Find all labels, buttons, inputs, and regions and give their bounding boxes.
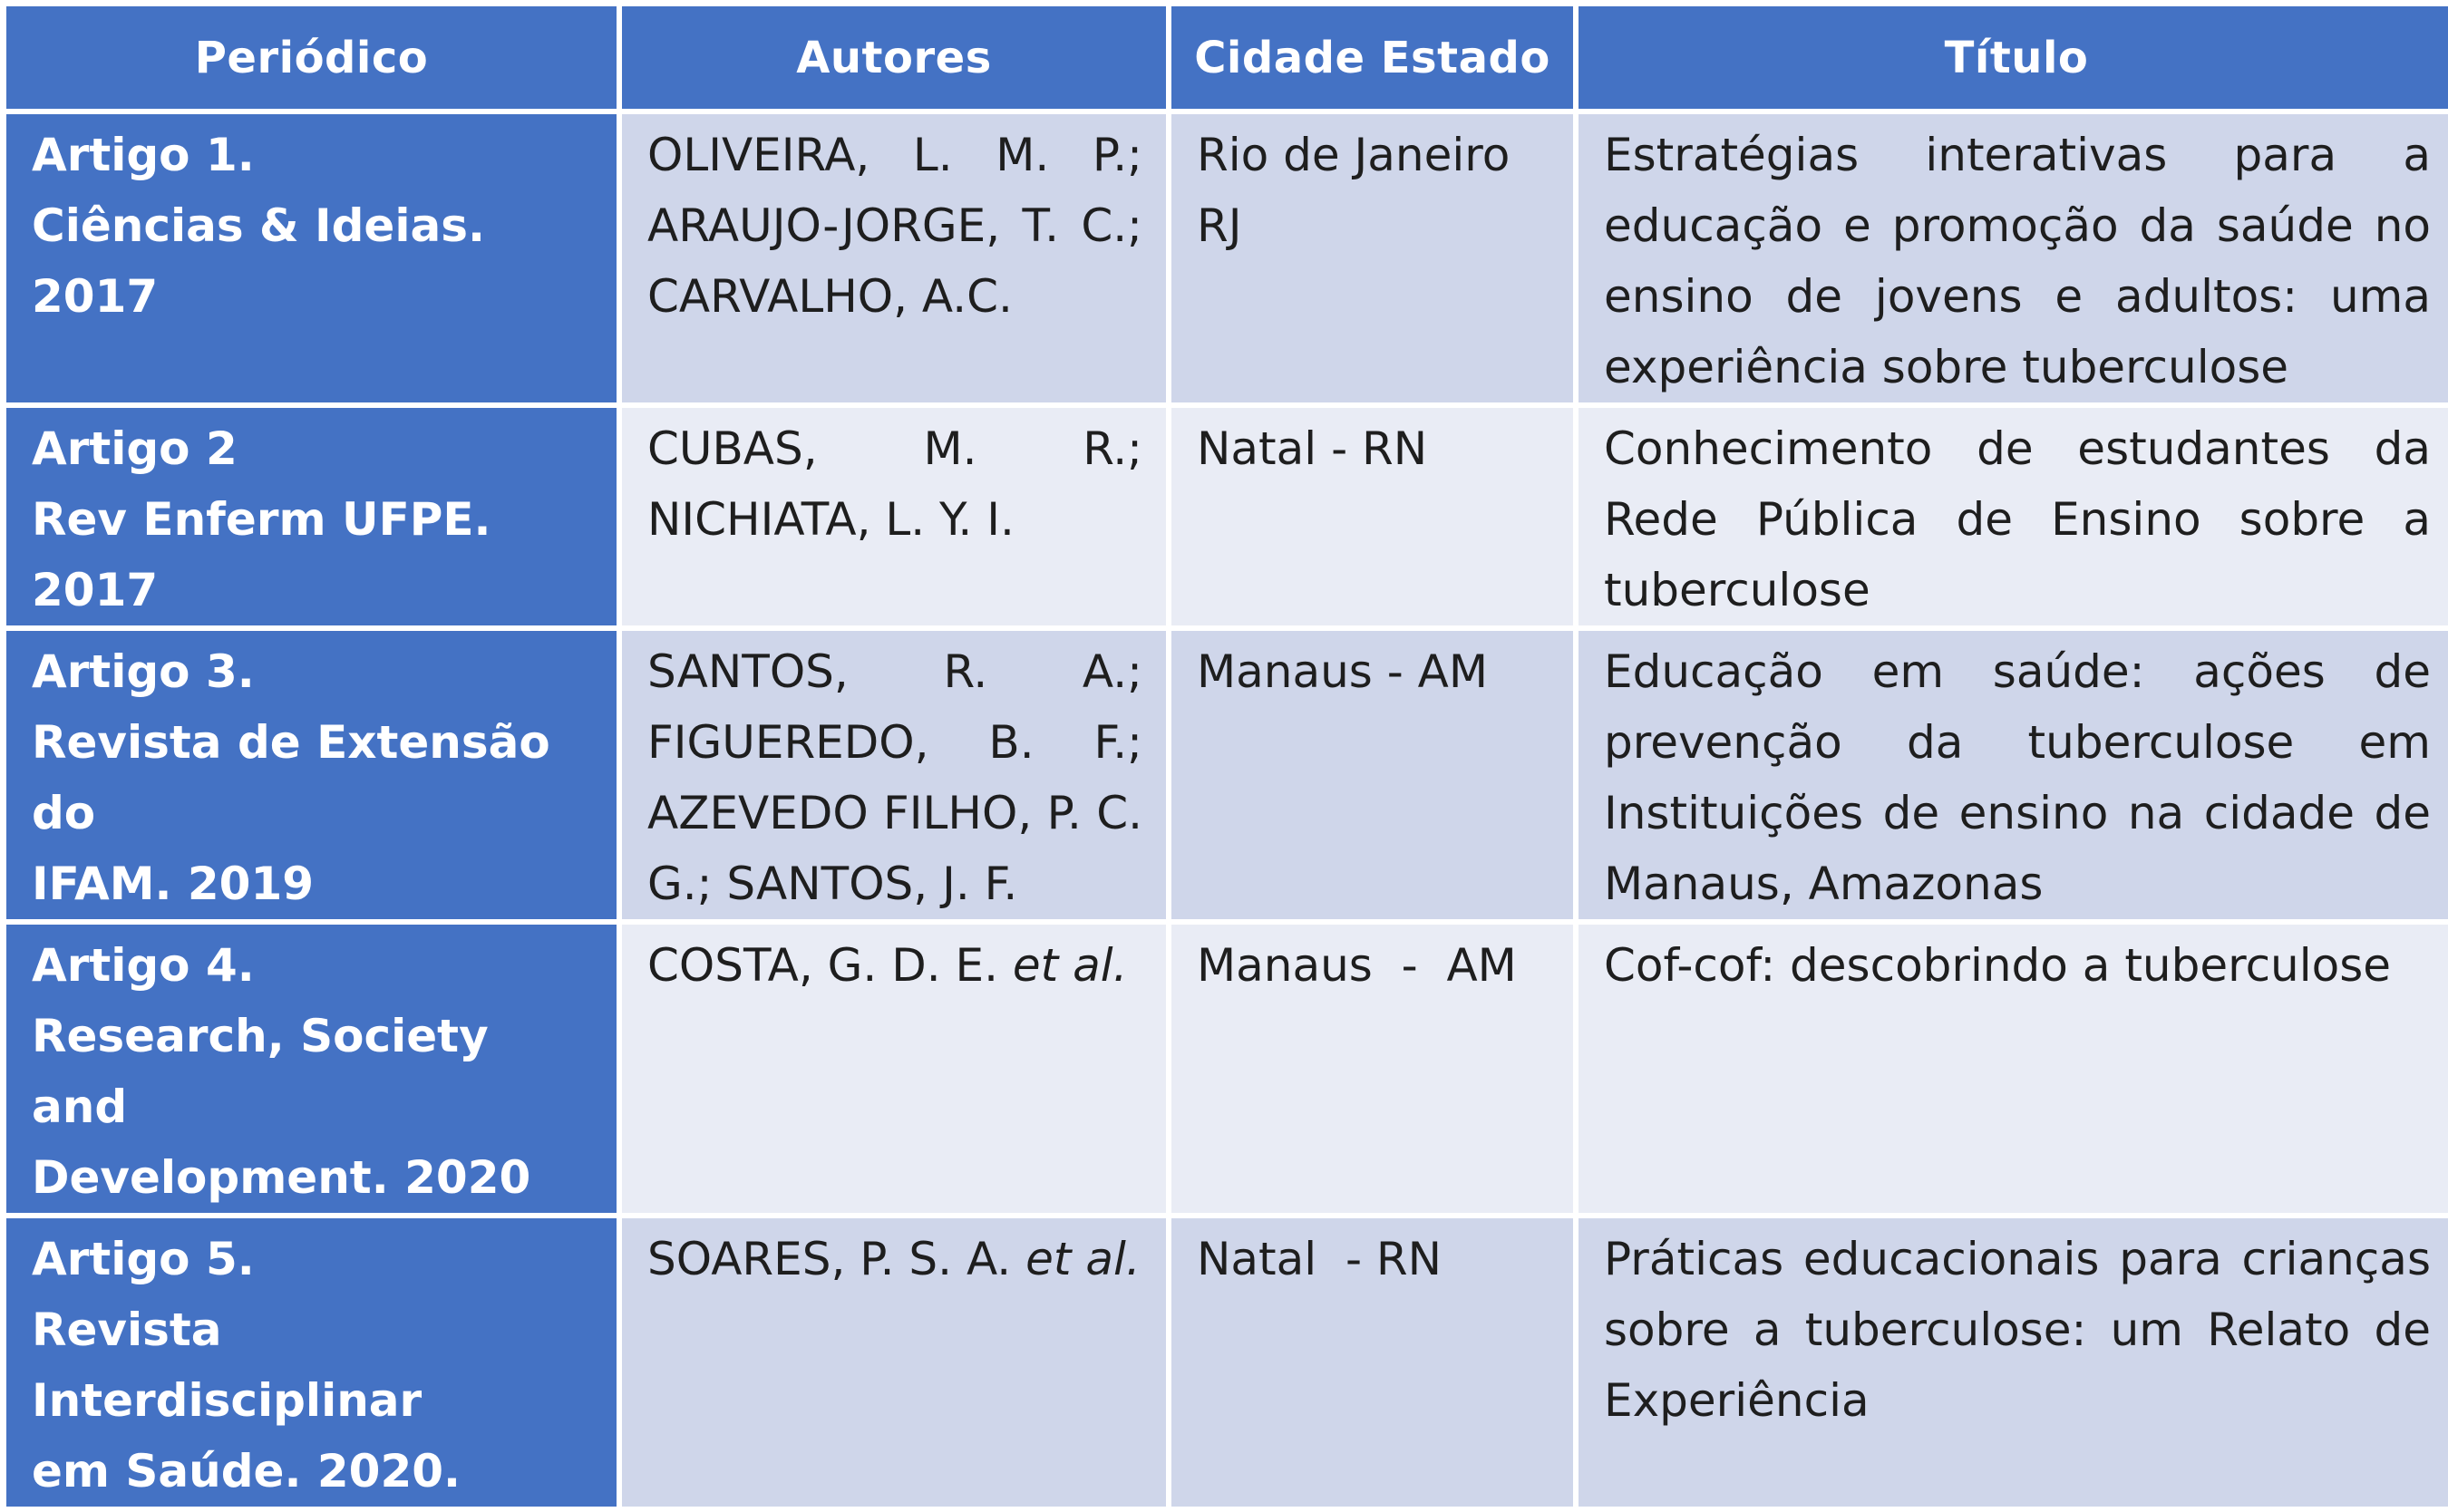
cidade-line: Manaus - AM <box>1197 645 1489 698</box>
autores-text: SANTOS, R. A.; FIGUEREDO, B. F.; AZEVEDO FILHO, P. C. G.; SANTOS, J. F. <box>647 645 1142 910</box>
autores-cell <box>622 925 1166 1213</box>
autores-text: COSTA, G. D. E. <box>647 939 1013 992</box>
table-row <box>6 114 2448 402</box>
artigo-label: Artigo 3. <box>32 645 255 698</box>
header-titulo: Título <box>1579 6 2448 109</box>
cidade-cell <box>1171 925 1573 1213</box>
cidade-line: Rio de Janeiro <box>1197 129 1511 181</box>
periodico-cell <box>6 631 617 919</box>
cidade-line: RJ <box>1197 199 1242 252</box>
autores-text: SOARES, P. S. A. <box>647 1233 1026 1285</box>
artigo-label: Artigo 2 <box>32 422 238 475</box>
periodico-line: em Saúde. 2020. <box>32 1445 461 1497</box>
periodico-line: Revista Interdisciplinar <box>32 1304 423 1427</box>
periodico-cell <box>6 114 617 402</box>
periodico-cell <box>6 408 617 625</box>
autores-text: CUBAS, M. R.; NICHIATA, L. Y. I. <box>647 422 1142 546</box>
autores-cell <box>622 1218 1166 1507</box>
titulo-cell: Estratégias interativas para a educação e promoção da saúde no ensino de jovens e adultos: uma experiência sobre tuberculose <box>1579 114 2448 402</box>
articles-table <box>1 1 2448 1512</box>
periodico-cell <box>6 1218 617 1507</box>
table-row <box>6 1218 2448 1507</box>
articles-table-container <box>6 6 2438 1507</box>
table-header-row <box>6 6 2448 109</box>
titulo-cell: Conhecimento de estudantes da Rede Pública de Ensino sobre a tuberculose <box>1579 408 2448 625</box>
header-autores: Autores <box>622 6 1166 109</box>
cidade-cell <box>1171 1218 1573 1507</box>
table-row <box>6 631 2448 919</box>
autores-etal: et al. <box>1025 1233 1141 1285</box>
autores-cell <box>622 408 1166 625</box>
artigo-label: Artigo 4. <box>32 939 255 992</box>
periodico-line: Ciências & Ideias. 2017 <box>32 199 485 323</box>
cidade-cell <box>1171 631 1573 919</box>
periodico-line: Research, Society and <box>32 1010 489 1133</box>
header-cidade-estado: Cidade Estado <box>1171 6 1573 109</box>
cidade-line: Natal - RN <box>1197 1233 1443 1285</box>
titulo-cell: Cof-cof: descobrindo a tuberculose <box>1579 925 2448 1213</box>
cidade-line: Natal - RN <box>1197 422 1428 475</box>
autores-cell <box>622 114 1166 402</box>
periodico-cell <box>6 925 617 1213</box>
cidade-line: Manaus - AM <box>1197 939 1517 992</box>
autores-etal: et al. <box>1012 939 1128 992</box>
artigo-label: Artigo 1. <box>32 129 255 181</box>
titulo-cell: Educação em saúde: ações de prevenção da tuberculose em Instituições de ensino na cidade de Manaus, Amazonas <box>1579 631 2448 919</box>
autores-cell <box>622 631 1166 919</box>
header-periodico: Periódico <box>6 6 617 109</box>
periodico-line: Development. 2020 <box>32 1151 531 1204</box>
autores-text: OLIVEIRA, L. M. P.; ARAUJO-JORGE, T. C.; CARVALHO, A.C. <box>647 129 1142 323</box>
cidade-cell <box>1171 408 1573 625</box>
periodico-line: Revista de Extensão do <box>32 716 550 839</box>
titulo-cell: Práticas educacionais para crianças sobre a tuberculose: um Relato de Experiência <box>1579 1218 2448 1507</box>
cidade-cell <box>1171 114 1573 402</box>
artigo-label: Artigo 5. <box>32 1233 255 1285</box>
table-row <box>6 408 2448 625</box>
periodico-line: IFAM. 2019 <box>32 858 315 910</box>
table-row <box>6 925 2448 1213</box>
periodico-line: Rev Enferm UFPE. 2017 <box>32 493 491 616</box>
